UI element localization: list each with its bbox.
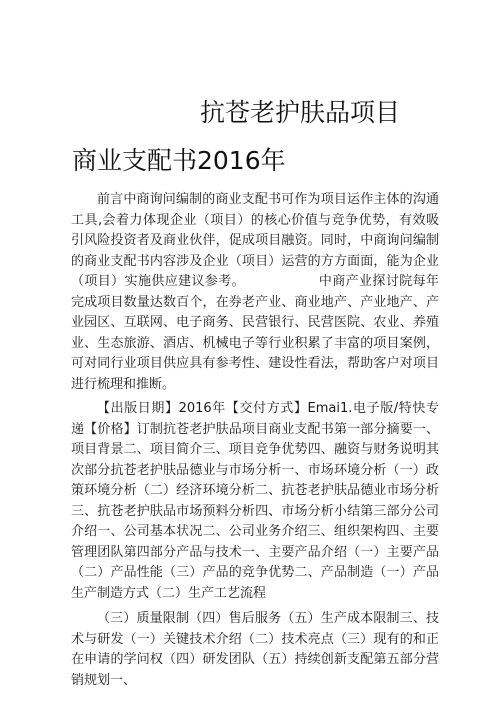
paragraph-contents: 【出版日期】2016年【交付方式】Emai1.电子版/特快专递【价格】订制抗苍老护肤品项目商业支配书第一部分摘要一、项目背景二、项目简介三、项目竞争优势四、融资与财务说明其次部分抗苍老护肤品德业与市场分析一、市场环境分析（一）政策环境分析（二）经济环境分析二、抗苍老护肤品德业市场分析三、抗苍老护肤品市场预料分析四、市场分析小结第三部分公司介绍一、公司基本状况二、公司业务介绍三、组织架构四、主要管理团队第四部分产品与技术一、主要产品介绍（一）主要产品（二）产品性能（三）产品的竞争优势二、产品制造（一）产品生产制造方式（二）生产工艺流程 [71,401,439,601]
paragraph-preface: 前言中商询问编制的商业支配书可作为项目运作主体的沟通工具,会着力体现企业（项目）的核心价值与竞争优势，有效吸引风险投资者及商业伙伴，促成项目融资。同时，中商询问编制的商业支配书内容涉及企业（项目）运营的方方面面，能为企业（项目）实施供应建议参考。 中商产业探讨院每年完成项目数量达数百个，在券老产业、商业地产、产业地产、产业园区、互联网、电子商务、民营银行、民营医院、农业、养殖业、生态旅游、酒店、机械电子等行业积累了丰富的项目案例，可对同行业项目供应具有参考性、建设性看法，帮助客户对项目进行梳理和推断。 [71,192,439,392]
document-title: 抗苍老护肤品项目 [200,98,401,127]
document-subtitle: 商业支配书2016年 [72,146,286,175]
document-body [71,190,439,691]
paragraph-contents-continued: （三）质量限制（四）售后服务（五）生产成本限制三、技术与研发（一）关键技术介绍（二）技术亮点（三）现有的和正在申请的学问权（四）研发团队（五）持续创新支配第五部分营销规划一、 [71,611,439,688]
